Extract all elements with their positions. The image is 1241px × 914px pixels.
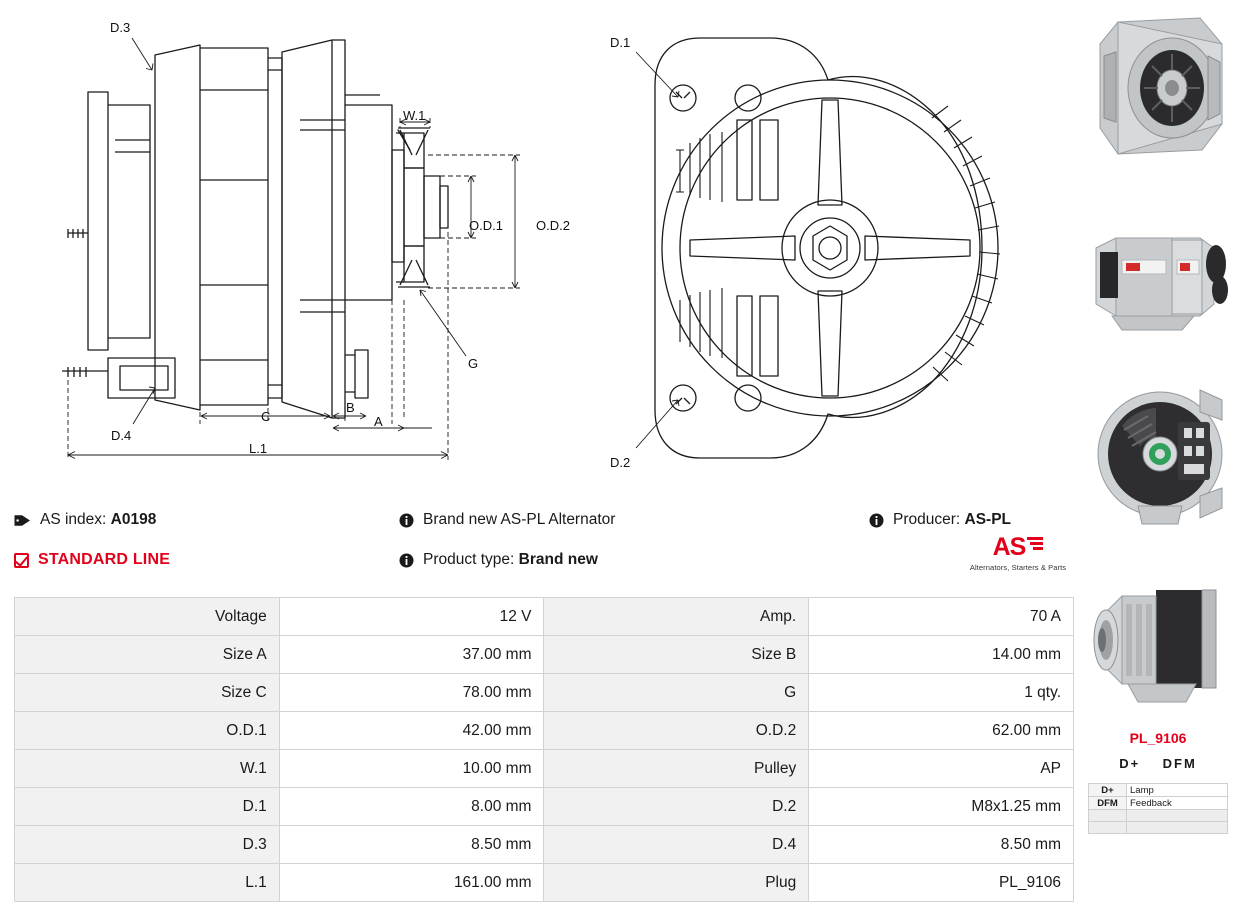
spec-value: AP	[809, 750, 1074, 788]
spec-value: PL_9106	[809, 864, 1074, 902]
label-l1: L.1	[249, 441, 268, 456]
alternator-photo-rear[interactable]	[1082, 368, 1234, 546]
spec-label: D.1	[15, 788, 280, 826]
specification-table	[14, 597, 1074, 902]
alternator-photo-front-angle[interactable]	[1082, 4, 1234, 182]
technical-drawings	[0, 0, 1075, 490]
spec-value: 8.50 mm	[279, 826, 544, 864]
product-type	[399, 551, 869, 569]
pin-value: Feedback	[1127, 797, 1228, 810]
as-index	[14, 511, 399, 529]
product-photos	[1075, 0, 1241, 914]
spec-label: D.2	[544, 788, 809, 826]
label-w1: W.1	[403, 108, 426, 123]
table-row	[15, 788, 1074, 826]
aspl-logo-bars	[1027, 537, 1043, 552]
spec-value: 8.00 mm	[279, 788, 544, 826]
spec-value: 70 A	[809, 598, 1074, 636]
info-icon	[399, 513, 414, 528]
table-row	[15, 750, 1074, 788]
product-description-text: Brand new AS-PL Alternator	[423, 511, 616, 528]
info-row-1	[14, 500, 1074, 540]
producer	[869, 511, 1074, 529]
spec-label: Amp.	[544, 598, 809, 636]
plug-pin-dplus: D+	[1119, 756, 1141, 771]
label-od2: O.D.2	[536, 218, 570, 233]
spec-label: O.D.2	[544, 712, 809, 750]
spec-label: W.1	[15, 750, 280, 788]
standard-line-label: STANDARD LINE	[38, 551, 171, 568]
plug-pin-table	[1088, 783, 1228, 834]
spec-value: 78.00 mm	[279, 674, 544, 712]
plug-pin-headers	[1075, 756, 1241, 771]
label-d2: D.2	[610, 455, 631, 470]
alternator-photo-pulley-side[interactable]	[1082, 550, 1234, 728]
spec-value: 37.00 mm	[279, 636, 544, 674]
spec-value: 161.00 mm	[279, 864, 544, 902]
table-row	[15, 636, 1074, 674]
table-row	[1089, 797, 1228, 810]
spec-value: 42.00 mm	[279, 712, 544, 750]
spec-label: D.4	[544, 826, 809, 864]
table-row-empty	[1089, 810, 1228, 822]
table-row	[15, 712, 1074, 750]
product-type-label: Product type:	[423, 551, 515, 568]
as-index-value: A0198	[110, 511, 157, 528]
table-row-empty	[1089, 822, 1228, 834]
spec-value: 1 qty.	[809, 674, 1074, 712]
aspl-logo	[962, 533, 1074, 572]
label-b: B	[346, 400, 355, 415]
label-c: C	[261, 409, 271, 424]
standard-line-badge	[14, 551, 399, 569]
drawing-canvas	[0, 0, 1075, 490]
pin-value: Lamp	[1127, 784, 1228, 797]
info-icon	[399, 553, 414, 568]
spec-label: Size C	[15, 674, 280, 712]
spec-value: M8x1.25 mm	[809, 788, 1074, 826]
plug-pin-dfm: DFM	[1162, 756, 1197, 771]
spec-label: D.3	[15, 826, 280, 864]
spec-label: Pulley	[544, 750, 809, 788]
spec-label: L.1	[15, 864, 280, 902]
aspl-logo-subtitle: Alternators, Starters & Parts	[969, 563, 1067, 572]
alternator-photo-side[interactable]	[1082, 186, 1234, 364]
spec-value: 10.00 mm	[279, 750, 544, 788]
as-index-label: AS index:	[40, 511, 107, 528]
table-row	[15, 598, 1074, 636]
spec-label: Plug	[544, 864, 809, 902]
producer-label: Producer:	[893, 511, 961, 528]
table-row	[15, 674, 1074, 712]
label-d1: D.1	[610, 35, 631, 50]
plug-part-code: PL_9106	[1129, 730, 1187, 746]
label-d3: D.3	[110, 20, 131, 35]
table-row	[15, 826, 1074, 864]
spec-label: Size A	[15, 636, 280, 674]
label-d4: D.4	[111, 428, 132, 443]
pin-key: D+	[1089, 784, 1127, 797]
table-row	[15, 864, 1074, 902]
spec-value: 62.00 mm	[809, 712, 1074, 750]
spec-label: O.D.1	[15, 712, 280, 750]
spec-label: G	[544, 674, 809, 712]
producer-value: AS-PL	[964, 511, 1012, 528]
spec-value: 8.50 mm	[809, 826, 1074, 864]
pin-key: DFM	[1089, 797, 1127, 810]
info-row-2	[14, 540, 1074, 580]
spec-value: 14.00 mm	[809, 636, 1074, 674]
spec-value: 12 V	[279, 598, 544, 636]
product-description	[399, 511, 869, 529]
product-info	[14, 500, 1074, 580]
label-g: G	[468, 356, 479, 371]
spec-label: Voltage	[15, 598, 280, 636]
check-icon	[14, 553, 29, 568]
aspl-logo-text: AS	[992, 533, 1026, 561]
label-a: A	[374, 414, 383, 429]
product-type-value: Brand new	[518, 551, 598, 568]
spec-label: Size B	[544, 636, 809, 674]
tag-icon	[14, 513, 31, 528]
info-icon	[869, 513, 884, 528]
table-row	[1089, 784, 1228, 797]
label-od1: O.D.1	[469, 218, 503, 233]
